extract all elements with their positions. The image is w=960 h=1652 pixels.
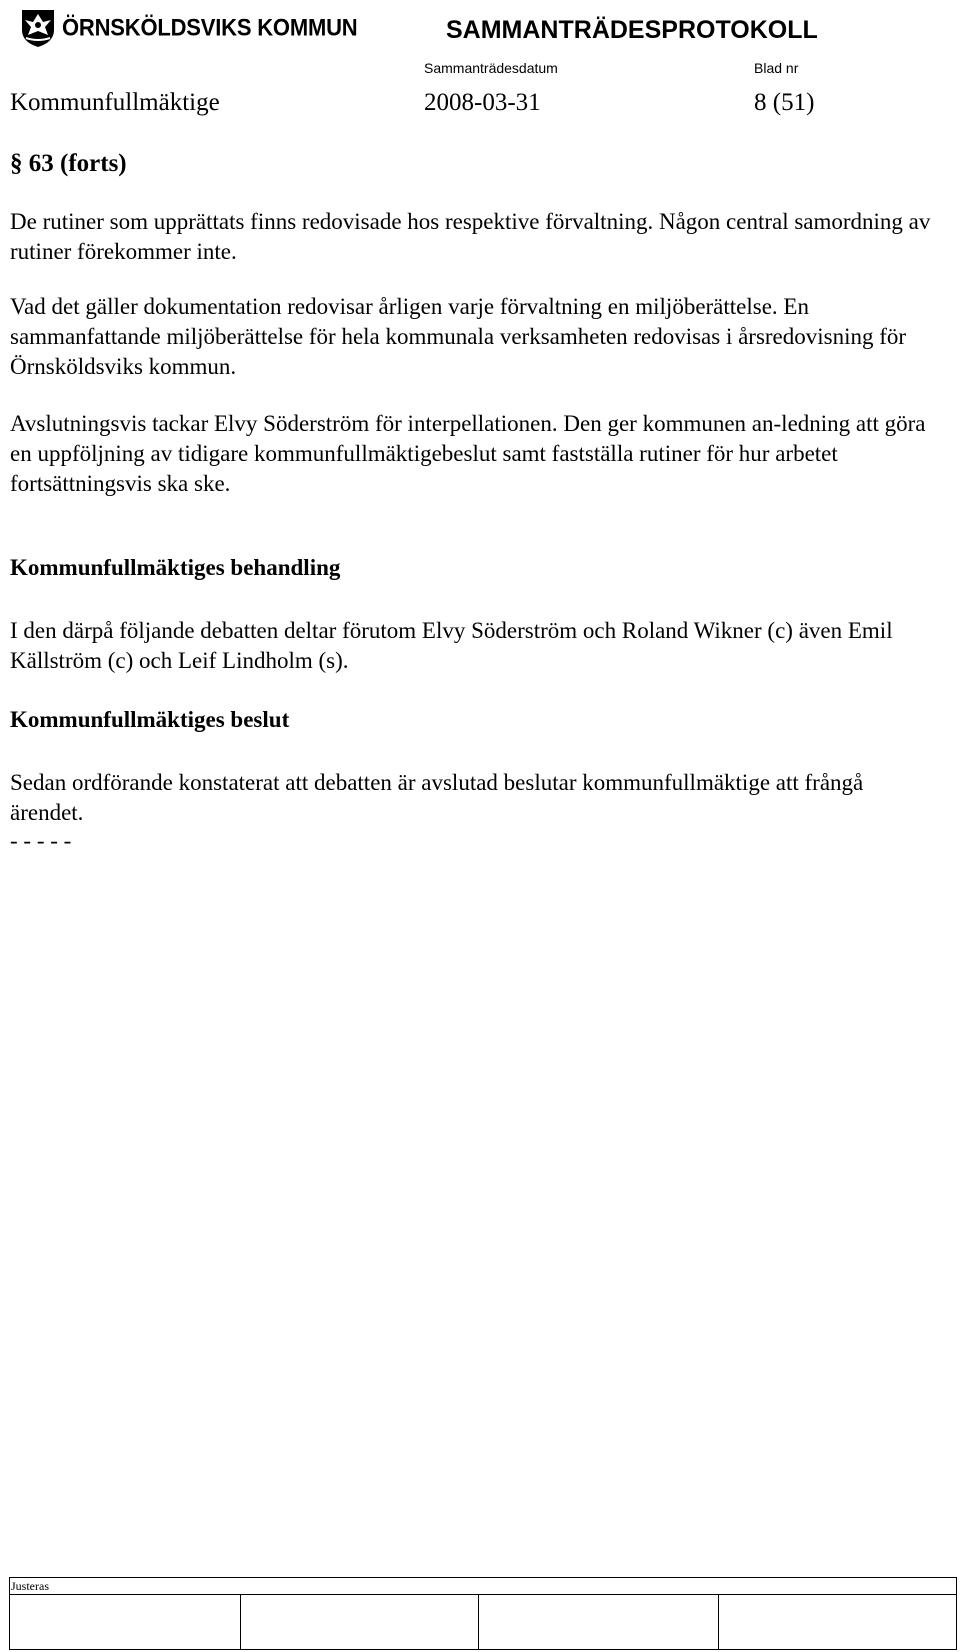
municipality-logo	[20, 8, 357, 48]
coat-of-arms-icon	[20, 8, 56, 48]
paragraph-documentation: Vad det gäller dokumentation redovisar årligen varje förvaltning en miljöberättelse. En sammanfattande miljöberättelse för hela kommunala verksamheten redovisas i årsredovisning för Örnsköldsviks kommun.	[10, 294, 907, 379]
signature-divider	[10, 1594, 956, 1595]
heading-decision: Kommunfullmäktiges beslut	[10, 707, 290, 732]
heading-treatment: Kommunfullmäktiges behandling	[10, 555, 341, 580]
logo-text: ÖRNSKÖLDSVIKS KOMMUN	[62, 13, 358, 42]
meeting-date: 2008-03-31	[424, 89, 541, 116]
signature-label: Justeras	[11, 1579, 49, 1593]
date-label: Sammanträdesdatum	[424, 60, 558, 76]
end-mark: - - - - -	[10, 828, 72, 853]
section-title: § 63 (forts)	[10, 150, 127, 177]
page-label: Blad nr	[754, 60, 799, 76]
signature-box	[9, 1577, 957, 1650]
signature-cell-divider	[240, 1594, 241, 1649]
page-number: 8 (51)	[754, 89, 815, 116]
signature-cell-divider	[478, 1594, 479, 1649]
paragraph-routines: De rutiner som upprättats finns redovisade hos respektive förvaltning. Någon central samordning av rutiner förekommer inte.	[10, 209, 931, 264]
paragraph-conclusion: Avslutningsvis tackar Elvy Söderström för interpellationen. Den ger kommunen an-ledning att göra en uppföljning av tidigare kommunfullmäktigebeslut samt fastställa rutiner för hur arbetet fortsättningsvis ska ske.	[10, 411, 926, 496]
signature-cell-divider	[718, 1594, 719, 1649]
body-name: Kommunfullmäktige	[10, 89, 220, 116]
document-type: SAMMANTRÄDESPROTOKOLL	[446, 16, 818, 44]
paragraph-debate: I den därpå följande debatten deltar förutom Elvy Söderström och Roland Wikner (c) även Emil Källström (c) och Leif Lindholm (s).	[10, 618, 893, 673]
paragraph-decision: Sedan ordförande konstaterat att debatten är avslutad beslutar kommunfullmäktige att frångå ärendet.	[10, 770, 864, 825]
